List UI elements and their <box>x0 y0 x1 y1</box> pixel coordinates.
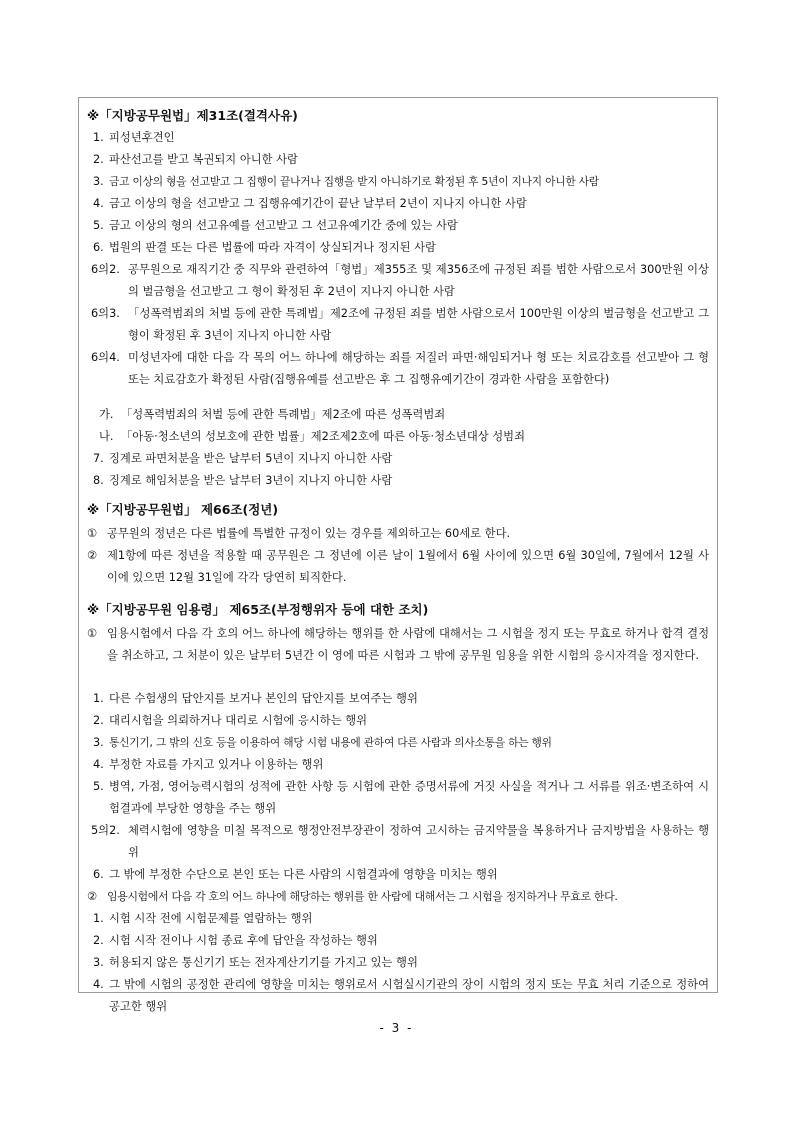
item-text: 금고 이상의 형의 선고유예를 선고받고 그 선고유예기간 중에 있는 사람 <box>109 219 458 232</box>
section-title-disqualification: ※「지방공무원법」제31조(결격사유) <box>87 108 298 123</box>
item-text: 체력시험에 영향을 미칠 목적으로 행정안전부장관이 정하여 고시하는 금지약물을 복용하거나 금지방법을 사용하는 행위 <box>128 824 709 859</box>
item-number: 4. <box>93 197 104 210</box>
item-number: 5. <box>93 219 104 232</box>
item-number: 1. <box>93 912 104 925</box>
item-number: ② <box>87 549 98 562</box>
section-title-misconduct: ※「지방공무원 임용령」 제65조(부정행위자 등에 대한 조치) <box>87 602 429 617</box>
item-text: 징계로 파면처분을 받은 날부터 5년이 지나지 아니한 사람 <box>109 452 393 465</box>
item-text: 미성년자에 대한 다음 각 목의 어느 하나에 해당하는 죄를 저질러 파면·해임되거나 형 또는 치료감호를 선고받아 그 형 또는 치료감호가 확정된 사람(집행유예를 선고받은 후 그 집행유예기간이 경과한 사람을 포함한다) <box>128 351 709 386</box>
item-text: 공무원의 정년은 다른 법률에 특별한 규정이 있는 경우를 제외하고는 60세로 한다. <box>107 527 511 540</box>
item-number: 1. <box>93 692 104 705</box>
item-text: 대리시험을 의뢰하거나 대리로 시험에 응시하는 행위 <box>109 714 368 727</box>
item-number: 6. <box>93 241 104 254</box>
section-title-retirement-age: ※「지방공무원법」 제66조(정년) <box>87 502 279 517</box>
item-text: 피성년후견인 <box>109 131 175 144</box>
item-text: 시험 시작 전이나 시험 종료 후에 답안을 작성하는 행위 <box>109 934 378 947</box>
item-number: 6의2. <box>91 263 120 276</box>
item-number: 1. <box>93 131 104 144</box>
item-number: 2. <box>93 934 104 947</box>
item-text: 파산선고를 받고 복권되지 아니한 사람 <box>109 153 298 166</box>
item-number: 4. <box>93 758 104 771</box>
item-number: 7. <box>93 452 104 465</box>
item-number: ① <box>87 527 98 540</box>
item-text: 법원의 판결 또는 다른 법률에 따라 자격이 상실되거나 정지된 사람 <box>109 241 436 254</box>
item-text: 병역, 가점, 영어능력시험의 성적에 관한 사항 등 시험에 관한 증명서류에 거짓 사실을 적거나 그 서류를 위조·변조하여 시험결과에 부당한 영향을 주는 행위 <box>109 780 709 815</box>
item-number: 5의2. <box>91 824 120 837</box>
item-number: 5. <box>93 780 104 793</box>
item-number: ① <box>87 627 98 640</box>
item-text: 「성폭력범죄의 처벌 등에 관한 특례법」제2조에 따른 성폭력범죄 <box>121 408 446 421</box>
item-text: 허용되지 않은 통신기기 또는 전자계산기기를 가지고 있는 행위 <box>109 956 418 969</box>
item-text: 금고 이상의 형을 선고받고 그 집행유예기간이 끝난 날부터 2년이 지나지 아니한 사람 <box>109 197 527 210</box>
item-text: 다른 수험생의 답안지를 보거나 본인의 답안지를 보여주는 행위 <box>109 692 418 705</box>
item-text: 「아동·청소년의 성보호에 관한 법률」제2조제2호에 따른 아동·청소년대상 성범죄 <box>121 430 525 443</box>
item-text: 「성폭력범죄의 처벌 등에 관한 특례법」제2조에 규정된 죄를 범한 사람으로서 100만원 이상의 벌금형을 선고받고 그 형이 확정된 후 3년이 지나지 아니한 사람 <box>128 307 709 342</box>
item-number: 3. <box>93 175 104 188</box>
item-number: ② <box>87 890 98 903</box>
item-number: 8. <box>93 474 104 487</box>
item-number: 6의3. <box>91 307 120 320</box>
item-number: 3. <box>93 956 104 969</box>
item-number: 6의4. <box>91 351 120 364</box>
item-text: 그 밖에 시험의 공정한 관리에 영향을 미치는 행위로서 시험실시기관의 장이 시험의 정지 또는 무효 처리 기준으로 정하여 공고한 행위 <box>109 978 709 1013</box>
item-text: 공무원으로 재직기간 중 직무와 관련하여「형법」제355조 및 제356조에 규정된 죄를 범한 사람으로서 300만원 이상의 벌금형을 선고받고 그 형이 확정된 후 2년이 지나지 아니한 사람 <box>128 263 709 298</box>
item-text: 금고 이상의 형을 선고받고 그 집행이 끝나거나 집행을 받지 아니하기로 확정된 후 5년이 지나지 아니한 사람 <box>109 175 599 188</box>
item-number: 나. <box>99 430 114 443</box>
item-number: 가. <box>99 408 114 421</box>
item-number: 6. <box>93 868 104 881</box>
item-number: 2. <box>93 153 104 166</box>
notice-box <box>78 97 718 1013</box>
item-number: 3. <box>93 736 104 749</box>
item-text: 시험 시작 전에 시험문제를 열람하는 행위 <box>109 912 313 925</box>
item-text: 임용시험에서 다음 각 호의 어느 하나에 해당하는 행위를 한 사람에 대해서는 그 시험을 정지 또는 무효로 하거나 합격 결정을 취소하고, 그 처분이 있은 날부터 5년간 이 영에 따른 시험과 그 밖에 공무원 임용을 위한 시험의 응시자격을 정지한다. <box>107 627 709 662</box>
item-number: 4. <box>93 978 104 991</box>
page-number: - 3 - <box>379 1021 414 1035</box>
item-text: 그 밖에 부정한 수단으로 본인 또는 다른 사람의 시험결과에 영향을 미치는 행위 <box>109 868 498 881</box>
item-text: 징계로 해임처분을 받은 날부터 3년이 지나지 아니한 사람 <box>109 474 393 487</box>
item-text: 통신기기, 그 밖의 신호 등을 이용하여 해당 시험 내용에 관하여 다른 사람과 의사소통을 하는 행위 <box>109 736 552 749</box>
item-text: 제1항에 따른 정년을 적용할 때 공무원은 그 정년에 이른 날이 1월에서 6월 사이에 있으면 6월 30일에, 7월에서 12월 사이에 있으면 12월 31일에 각각 당연히 퇴직한다. <box>107 549 709 584</box>
item-text: 부정한 자료를 가지고 있거나 이용하는 행위 <box>109 758 324 771</box>
item-number: 2. <box>93 714 104 727</box>
item-text: 임용시험에서 다음 각 호의 어느 하나에 해당하는 행위를 한 사람에 대해서는 그 시험을 정지하거나 무효로 한다. <box>107 890 618 903</box>
